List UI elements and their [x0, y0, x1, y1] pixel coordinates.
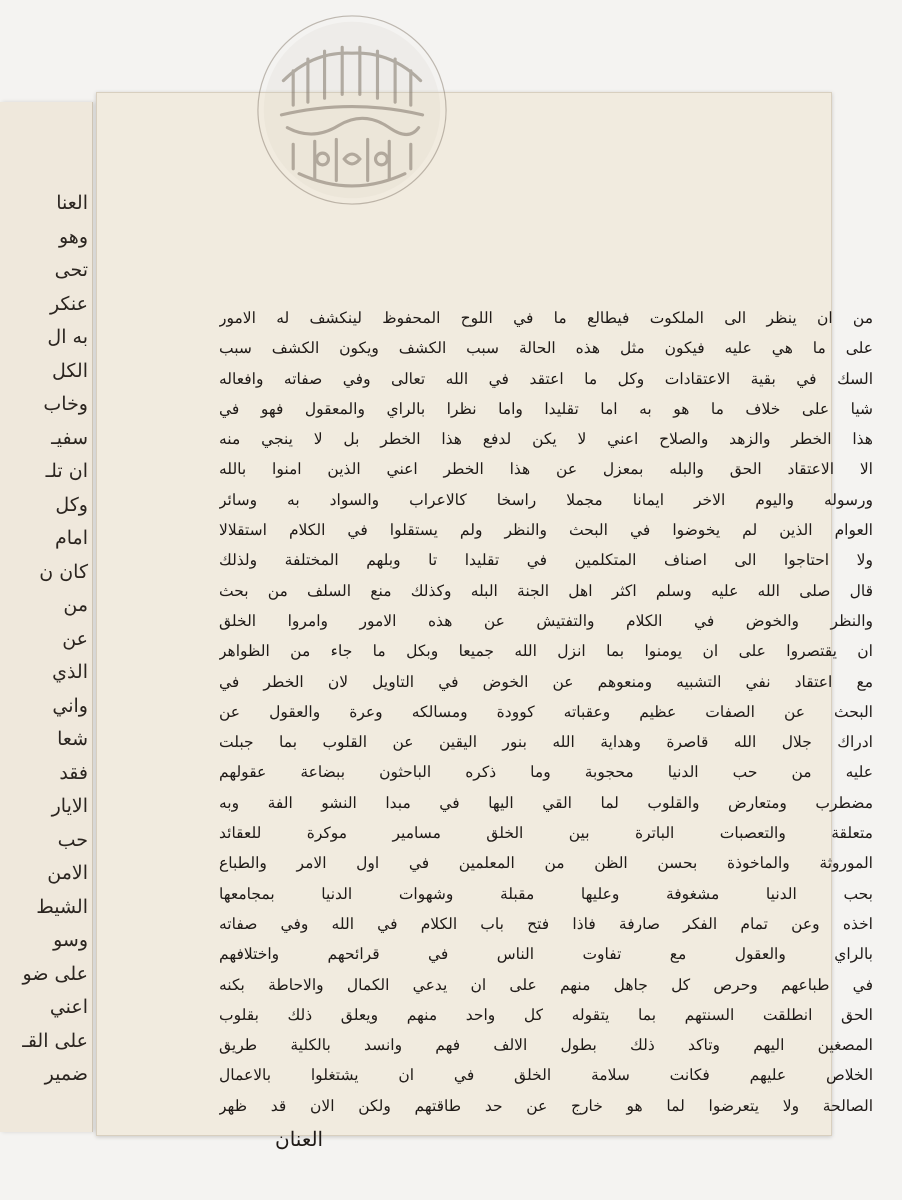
- left-page-fragment: الامن: [47, 862, 88, 884]
- manuscript-line: ولا احتاجوا الى اصناف المتكلمين في تقليدا تا وبلهم المختلفة ولذلك: [219, 551, 873, 570]
- left-page-fragment: الايار: [51, 795, 88, 817]
- left-page-fragment: سفيـ: [51, 426, 88, 449]
- left-page-fragment: وخاب: [43, 393, 88, 415]
- manuscript-line: الموروثة والماخوذة بحسن الظن من المعلمين في اول الامر والطباع: [219, 854, 873, 873]
- left-page-fragment: على القـ: [22, 1029, 88, 1052]
- left-page-fragment: الكل: [52, 359, 88, 382]
- manuscript-line: مع اعتقاد نفي التشبيه ومنعوهم عن الخوض في التاويل لان الخطر في: [219, 672, 873, 691]
- manuscript-line: المصغين اليهم وتاكد ذلك بطول الالف فهم وانسد بالكلية طريق: [219, 1036, 873, 1055]
- left-page-fragment: وسو: [53, 929, 88, 951]
- manuscript-line: على ما هي عليه فيكون مثل هذه الحالة سبب الكشف ويكون الكشف سبب: [219, 339, 873, 358]
- manuscript-line: عليه من حب الدنيا محجوبة وما ذكره الباحثون ببضاعة عقولهم: [219, 763, 873, 782]
- left-page-fragment: فقد: [59, 761, 88, 784]
- text-block: [219, 303, 873, 1121]
- manuscript-line: ان يقتصروا على ان يومنوا بما انزل الله جميعا وبكل ما جاء من الظواهر: [219, 642, 873, 661]
- manuscript-line: قال صلى الله عليه وسلم اكثر اهل الجنة البله وكذلك منع السلف من بحث: [219, 581, 873, 600]
- left-page-fragment: الشيط: [36, 895, 88, 918]
- left-page-fragment: ان تلـ: [45, 460, 88, 482]
- left-page-fragment: واني: [52, 694, 88, 717]
- manuscript-line: والنظر والخوض في الكلام والتفتيش عن هذه الامور وامروا الخلق: [219, 611, 873, 630]
- manuscript-line: من ان ينظر الى الملكوت فيطالع ما في اللوح المحفوظ لينكشف له الامور: [219, 309, 873, 327]
- left-page-fragment: على ضو: [22, 962, 88, 985]
- manuscript-line: ادراك جلال الله قاصرة وهداية الله بنور اليقين عن القلوب بما جبلت: [219, 733, 873, 752]
- manuscript-line: في طباعهم وحرص كل جاهل منهم على ان يدعي الكمال والاحاطة بكنه: [219, 975, 873, 994]
- manuscript-line: اخذه وعن تمام الفكر صارفة فاذا فتح باب الكلام في الله وفي صفاته: [219, 914, 873, 933]
- left-page-fragment: من: [63, 594, 88, 616]
- manuscript-line: الحق انطلقت السنتهم بما يتقوله كل واحد منهم ويعلق ذلك بقلوب: [219, 1005, 873, 1024]
- left-page-fragment: حب: [57, 828, 88, 851]
- manuscript-page: [96, 92, 873, 1151]
- manuscript-line: العوام الذين لم يخوضوا في البحث والنظر ولم يستقلوا في الكلام استقلالا: [219, 521, 873, 540]
- left-page-fragment: عن: [62, 627, 88, 650]
- manuscript-line: الخلاص عليهم فكانت سلامة الخلق في ان يشتغلوا بالاعمال: [219, 1066, 873, 1085]
- manuscript-line: متعلقة والتعصبات الباترة بين الخلق مسامير موكرة للعقائد: [219, 824, 873, 843]
- left-page-fragment: كان ن: [39, 560, 88, 583]
- manuscript-line: هذا الخطر والزهد والصلاح اعني لا يكن لدفع هذا الخطر بل لا ينجي منه: [219, 430, 873, 449]
- left-page-fragment: اعني: [49, 996, 88, 1018]
- left-page-fragment: عنكر: [49, 292, 88, 315]
- left-page-fragment: تحى: [54, 259, 88, 281]
- left-page-fragment: العنا: [56, 192, 88, 214]
- library-seal-stamp: [254, 12, 450, 208]
- manuscript-line: ورسوله واليوم الاخر ايمانا مجملا راسخا كالاعراب والسواد به وسائر: [219, 490, 873, 509]
- catchword: العنان: [275, 1127, 324, 1151]
- left-page-fragment: ضمير: [44, 1063, 88, 1085]
- left-page-fragment: امام: [54, 527, 88, 549]
- left-page-fragment: وهو: [58, 225, 88, 248]
- manuscript-line: بالراي والعقول مع تفاوت الناس في قرائحهم واختلافهم: [219, 945, 873, 964]
- manuscript-line: السك في بقية الاعتقادات وكل ما اعتقد في الله تعالى وفي صفاته وافعاله: [219, 369, 873, 388]
- manuscript-line: البحث عن الصفات عظيم وعقباته كوودة ومسالكه وعرة والعقول عن: [219, 702, 873, 721]
- manuscript-line: شيا على خلاف ما هو به اما تقليدا واما نظرا بالراي والمعقول فهو في: [219, 399, 873, 418]
- left-facing-page: [0, 102, 93, 1132]
- manuscript-line: الا الاعتقاد الحق والبله بمعزل عن هذا الخطر اعني الذين امنوا بالله: [219, 460, 873, 479]
- manuscript-line: مضطرب ومتعارض والقلوب لما القي اليها في مبدا النشو الفة وبه: [219, 793, 873, 812]
- left-page-fragment: شعا: [57, 728, 88, 750]
- left-page-fragment: به ال: [47, 326, 88, 348]
- left-page-fragment: وكل: [55, 493, 88, 516]
- manuscript-line: بحب الدنيا مشغوفة وعليها مقبلة وشهوات الدنيا بمجامعها: [219, 884, 873, 903]
- left-page-fragment: الذي: [52, 661, 88, 683]
- manuscript-line: الصالحة ولا يتعرضوا لما هو خارج عن حد طاقتهم ولكن الان قد ظهر: [219, 1096, 873, 1115]
